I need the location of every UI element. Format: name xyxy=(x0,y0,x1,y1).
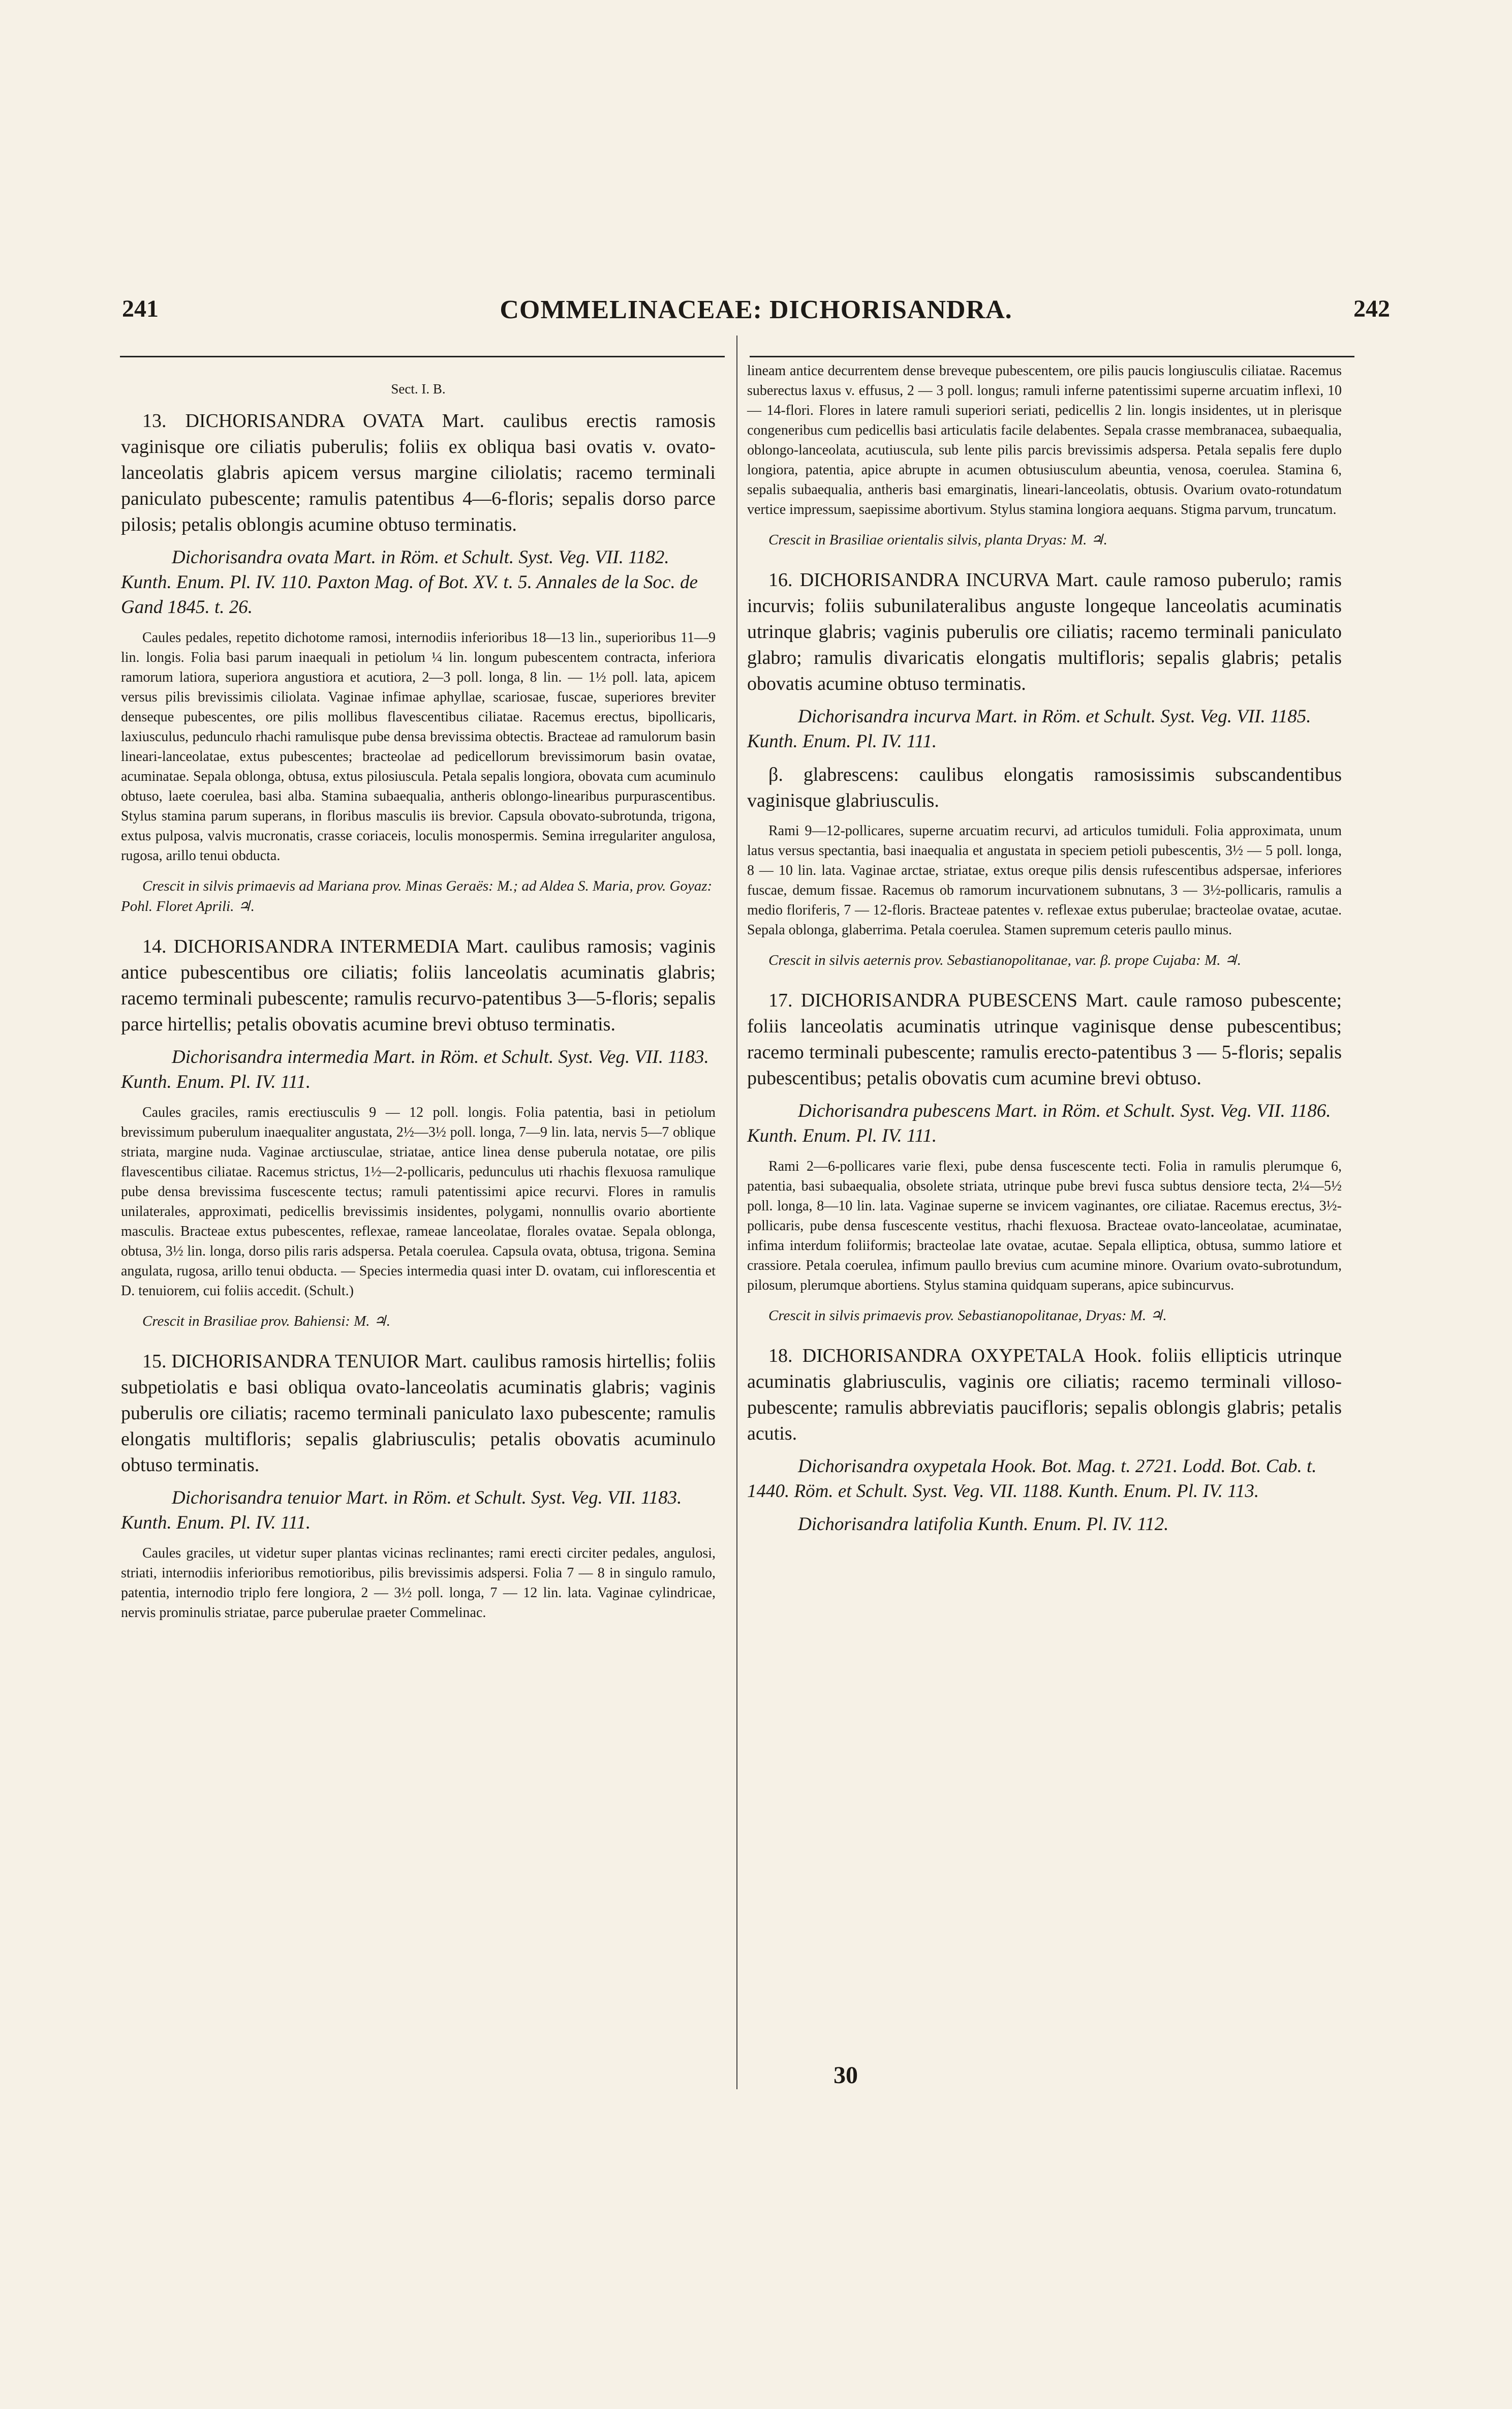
species-14-description: Caules graciles, ramis erectiusculis 9 — 12 poll. longis. Folia patentia, basi in petiolum brevissimum puberulum inaequaliter angustata, 2½—3½ poll. longa, 7—9 lin. lata, nervis 5—7 oblique striata, margine nuda. Vaginae arctiusculae, striatae, antice linea dense puberula notatae, ore pilis flavescentibus ciliatae. Racemus strictus, 1½—2-pollicaris, pedunculus uti rhachis flexuosa ramulique pube densa brevissima fuscescente tectus; ramuli patentissimi apice recurvi. Flores in ramulis unilaterales, approximati, pedicellis brevissimis insidentes, polygami, nonnullis ovario abortiente masculis. Bracteae extus pubescentes, reflexae, rameae lanceolatae, florales ovatae. Sepala oblonga, obtusa, 3½ lin. longa, dorso pilis raris adspersa. Petala coerulea. Capsula ovata, obtusa, trigona. Semina angulata, rugosa, arillo tenui obducta. — Species intermedia quasi inter D. ovatam, cui inflorescentia et D. tenuiorem, cui foliis accedit. (Schult.) xyxy=(121,1105,716,1299)
species-14-diagnosis: 14. DICHORISANDRA INTERMEDIA Mart. caulibus ramosis; vaginis antice pubescentibus ore ciliatis; foliis lanceolatis acuminatis glabris; racemo terminali pubescente; ramulis recurvo-patentibus 3—5-floris; sepalis parce hirtellis; petalis obovatis acumine brevi obtuso terminatis. xyxy=(121,936,716,1035)
species-15-references: Dichorisandra tenuior Mart. in Röm. et Schult. Syst. Veg. VII. 1183. Kunth. Enum. Pl. IV. 111. xyxy=(121,1487,682,1533)
column-divider xyxy=(736,336,737,2089)
species-16-references: Dichorisandra incurva Mart. in Röm. et Schult. Syst. Veg. VII. 1185. Kunth. Enum. Pl. IV. 111. xyxy=(747,706,1311,752)
page-number-right: 242 xyxy=(1353,295,1390,322)
header-rule-left xyxy=(120,356,725,357)
species-16-diagnosis: 16. DICHORISANDRA INCURVA Mart. caule ramoso puberulo; ramis incurvis; foliis subunilateralibus anguste longeque lanceolatis acuminatis utrinque glabris; vaginis puberulis ore ciliatis; racemo terminali paniculato glabro; ramulis divaricatis elongatis multifloris; sepalis glabris; petalis obovatis acumine obtuso terminatis. xyxy=(747,569,1342,694)
right-column xyxy=(747,361,1342,1545)
species-15-description: Caules graciles, ut videtur super plantas vicinas reclinantes; rami erecti circiter pedales, angulosi, striati, internodiis inferioribus remotioribus, pilis brevissimis adspersi. Folia 7 — 8 in singulo ramulo, patentia, internodio triplo fere longiora, 2 — 3½ poll. longa, 7 — 12 lin. lata. Vaginae cylindricae, nervis prominulis striatae, parce puberulae praeter Commelinac. xyxy=(121,1545,716,1621)
page-number-left: 241 xyxy=(122,295,159,322)
species-16-habitat: Crescit in silvis aeternis prov. Sebastianopolitanae, var. β. prope Cujaba: M. ♃. xyxy=(768,952,1241,968)
species-16-variety-beta: β. glabrescens: caulibus elongatis ramosissimis subscandentibus vaginisque glabriusculis. xyxy=(747,764,1342,811)
species-13-habitat: Crescit in silvis primaevis ad Mariana prov. Minas Geraës: M.; ad Aldea S. Maria, prov. Goyaz: Pohl. Floret Aprili. ♃. xyxy=(121,878,713,914)
species-13-description: Caules pedales, repetito dichotome ramosi, internodiis inferioribus 18—13 lin., superioribus 11—9 lin. longis. Folia basi parum inaequali in petiolum ¼ lin. longum pubescentem contracta, inferiora ramorum latiora, superiora angustiora et acutiora, 2—3 poll. longa, 8 lin. — 1½ poll. lata, apicem versus pilis brevissimis ciliolata. Vaginae infimae aphyllae, scariosae, fuscae, superiores breviter denseque pubescentes, ore pilis mollibus flavescentibus ciliatae. Racemus erectus, bipollicaris, laxiusculus, pedunculo rhachi ramulisque pube densa brevissima obtectis. Bracteae ad ramulorum basin lineari-lanceolatae, extus pubescentes; bracteolae ad pedicellorum brevissimorum basin ovatae, acuminatae. Sepala oblonga, obtusa, extus pilosiuscula. Petala sepalis longiora, obovata cum acuminulo obtuso, laete coerulea, basi alba. Stamina subaequalia, antheris oblongo-linearibus purpurascentibus. Stylus stamina parum superans, in floribus masculis iis brevior. Capsula obovato-subrotunda, trigona, extus pulposa, valvis mucronatis, crasse coriaceis, loculis monospermis. Semina irregulariter angulosa, rugosa, arillo tenui obducta. xyxy=(121,630,716,864)
species-17-diagnosis: 17. DICHORISANDRA PUBESCENS Mart. caule ramoso pubescente; foliis lanceolatis acuminatis utrinque vaginisque dense pubescentibus; racemo terminali pubescente; ramulis erecto-patentibus 3 — 5-floris; sepalis pubescentibus; petalis obovatis cum acumine brevi obtuso. xyxy=(747,990,1342,1089)
left-column xyxy=(121,361,716,1633)
header-rule-right xyxy=(750,356,1354,357)
species-13-references: Dichorisandra ovata Mart. in Röm. et Schult. Syst. Veg. VII. 1182. Kunth. Enum. Pl. IV. 110. Paxton Mag. of Bot. XV. t. 5. Annales de la Soc. de Gand 1845. t. 26. xyxy=(121,547,698,618)
species-17-references: Dichorisandra pubescens Mart. in Röm. et Schult. Syst. Veg. VII. 1186. Kunth. Enum. Pl. IV. 111. xyxy=(747,1101,1331,1146)
species-15-diagnosis: 15. DICHORISANDRA TENUIOR Mart. caulibus ramosis hirtellis; foliis subpetiolatis e basi obliqua ovato-lanceolatis acuminatis glabris; vaginis puberulis ore ciliatis; racemo terminali paniculato laxo pubescente; ramulis elongatis multifloris; sepalis glabriusculis; petalis obovatis acuminulo obtuso terminatis. xyxy=(121,1351,716,1476)
species-14-references: Dichorisandra intermedia Mart. in Röm. et Schult. Syst. Veg. VII. 1183. Kunth. Enum. Pl. IV. 111. xyxy=(121,1047,709,1092)
species-18-diagnosis: 18. DICHORISANDRA OXYPETALA Hook. foliis ellipticis utrinque acuminatis glabriusculis, vaginis ore ciliatis; racemo terminali villoso-pubescente; ramulis abbreviatis paucifloris; sepalis oblongis glabris; petalis acutis. xyxy=(747,1345,1342,1444)
species-13-diagnosis: 13. DICHORISANDRA OVATA Mart. caulibus erectis ramosis vaginisque ore ciliatis puberulis; foliis ex obliqua basi ovatis v. ovato-lanceolatis glabris apicem versus margine ciliolatis; racemo terminali paniculato pubescente; ramulis patentibus 4—6-floris; sepalis dorso parce pilosis; petalis oblongis acumine obtuso terminatis. xyxy=(121,410,716,535)
species-17-description: Rami 2—6-pollicares varie flexi, pube densa fuscescente tecti. Folia in ramulis plerumque 6, patentia, basi subaequalia, obsolete striata, utrinque pube brevi fusca subtus densiore tecta, 2¼—5½ poll. longa, 8—10 lin. lata. Vaginae superne se invicem vaginantes, ore ciliatae. Racemus erectus, 3½-pollicaris, pube densa fuscescente vestitus, rhachi flexuosa. Bracteae ovato-lanceolatae, acuminatae, infima interdum foliiformis; bracteolae late ovatae, acutae. Sepala elliptica, obtusa, summo latiore et crassiore. Petala coerulea, infimum paullo brevius cum acumine minore. Ovarium ovato-subrotundum, pilosum, plerumque abortiens. Stylus stamina quidquam superans, apice subincurvus. xyxy=(747,1158,1342,1293)
signature-mark: 30 xyxy=(834,2062,858,2089)
species-15-description-continued: lineam antice decurrentem dense breveque pubescentem, ore pilis paucis longiusculis ciliatae. Racemus suberectus laxus v. effusus, 2 — 3 poll. longus; ramuli inferne patentissimi superne arcuatim inflexi, 10 — 14-flori. Flores in latere ramuli superiori seriati, pedicellis 2 lin. longis insidentes, ut in plerisque congeneribus cum pedicellis basi articulatis facile delabentes. Sepala crasse membranacea, subaequalia, oblongo-lanceolata, acutiuscula, sub lente pilis parcis brevissimis adspersa. Petala sepalis fere duplo longiora, patentia, apice abrupte in acumen obtusiusculum abeuntia, venosa, coerulea. Stamina 6, sepalis subaequalia, antheris basi emarginatis, lineari-lanceolatis, obtusis. Ovarium ovato-rotundatum vertice impressum, saepissime abortivum. Stylus stamina longiora aequans. Stigma parvum, truncatum. xyxy=(747,363,1342,517)
species-14-habitat: Crescit in Brasiliae prov. Bahiensi: M. ♃. xyxy=(142,1313,391,1329)
species-16-description: Rami 9—12-pollicares, superne arcuatim recurvi, ad articulos tumiduli. Folia approximata, unum latus versus spectantia, basi inaequalia et angustata in speciem petioli pubescentis, 3½ — 5 poll. longa, 8 — 10 lin. lata. Vaginae arctae, striatae, extus oreque pilis densis rufescentibus adspersae, inferiores fuscae, demum fissae. Racemus ob ramorum incurvationem subnutans, 3 — 3½-pollicaris, ramulis a medio floriferis, 7 — 12-floris. Bracteae patentes v. reflexae extus puberulae; bracteolae ovatae, acutae. Sepala oblonga, glaberrima. Petala coerulea. Stamen supremum ceteris paullo minus. xyxy=(747,823,1342,938)
running-title: COMMELINACEAE: DICHORISANDRA. xyxy=(500,295,1012,324)
section-heading: Sect. I. B. xyxy=(391,381,446,397)
species-18-references: Dichorisandra oxypetala Hook. Bot. Mag. t. 2721. Lodd. Bot. Cab. t. 1440. Röm. et Schult. Syst. Veg. VII. 1188. Kunth. Enum. Pl. IV. 113. xyxy=(747,1456,1317,1502)
running-header xyxy=(122,290,1390,330)
species-17-habitat: Crescit in silvis primaevis prov. Sebastianopolitanae, Dryas: M. ♃. xyxy=(768,1307,1167,1324)
species-15-habitat: Crescit in Brasiliae orientalis silvis, planta Dryas: M. ♃. xyxy=(768,532,1107,548)
species-18-synonym: Dichorisandra latifolia Kunth. Enum. Pl. IV. 112. xyxy=(798,1514,1169,1535)
